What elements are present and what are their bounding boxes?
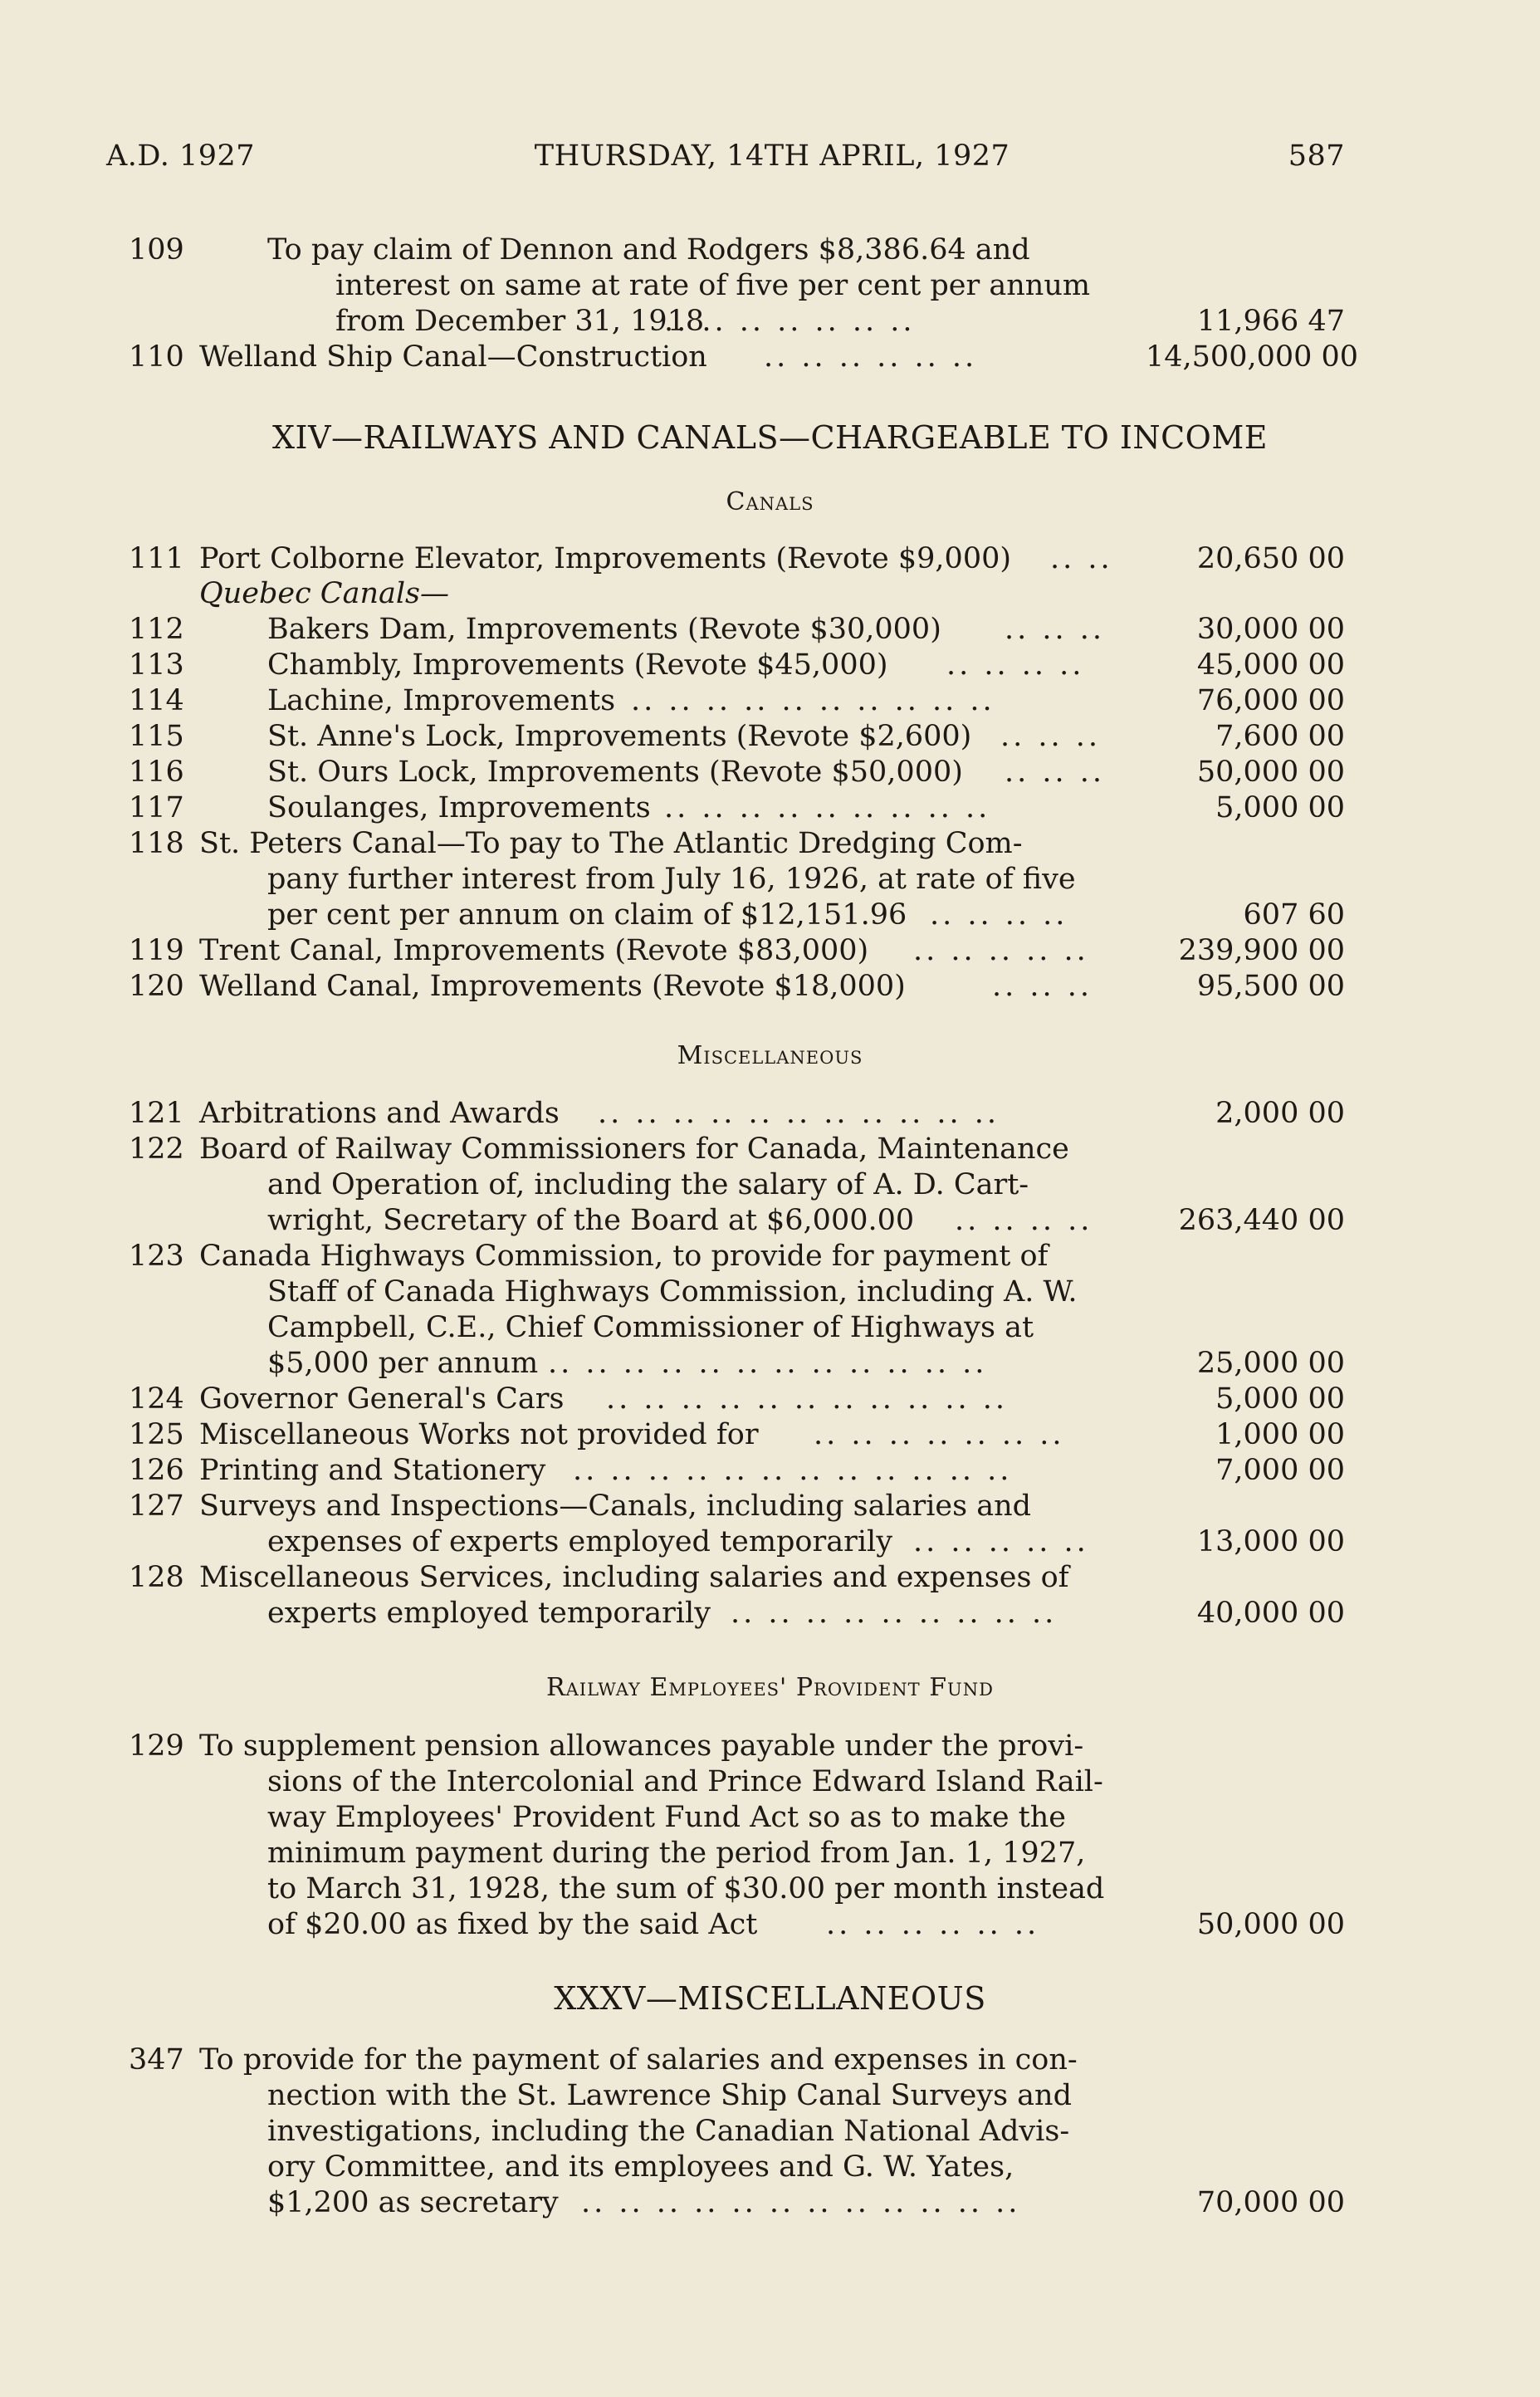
item-number: 119 [129, 934, 184, 967]
item-amount: 11,966 47 [1196, 305, 1345, 338]
item-text: of $20.00 as fixed by the said Act [267, 1908, 758, 1941]
item-number: 128 [129, 1561, 184, 1594]
item-amount: 14,500,000 00 [1146, 340, 1359, 374]
leader-dots: .. .. .. [1000, 720, 1102, 753]
item-number: 111 [129, 542, 184, 575]
item-amount: 5,000 00 [1215, 1382, 1345, 1416]
item-text: Surveys and Inspections—Canals, including salaries and [199, 1490, 1032, 1523]
subsection-heading: Railway Employees' Provident Fund [546, 1673, 994, 1702]
item-text: Chambly, Improvements (Revote $45,000) [267, 648, 888, 682]
leader-dots: .. .. [1050, 542, 1113, 575]
item-text: way Employees' Provident Fund Act so as to make the [267, 1801, 1066, 1834]
item-amount: 30,000 00 [1196, 613, 1345, 646]
item-amount: 45,000 00 [1196, 648, 1345, 682]
item-amount: 2,000 00 [1215, 1097, 1345, 1130]
quebec-canals-label: Quebec Canals— [199, 577, 450, 610]
item-amount: 5,000 00 [1215, 791, 1345, 824]
item-text: Trent Canal, Improvements (Revote $83,000) [199, 934, 869, 967]
item-number: 126 [129, 1454, 184, 1487]
item-number: 115 [129, 720, 184, 753]
item-text: Canada Highways Commission, to provide for payment of [199, 1240, 1049, 1273]
item-text: $1,200 as secretary [267, 2186, 559, 2219]
leader-dots: .. .. .. .. .. .. .. .. .. .. [631, 684, 995, 717]
leader-dots: .. .. .. .. .. .. .. .. .. .. .. .. [548, 1347, 988, 1380]
item-text: ory Committee, and its employees and G. W. Yates, [267, 2150, 1014, 2184]
item-number: 124 [129, 1382, 184, 1416]
item-text: Lachine, Improvements [267, 684, 616, 717]
item-number: 109 [129, 233, 184, 267]
item-text: nection with the St. Lawrence Ship Canal Surveys and [267, 2079, 1072, 2112]
header-year: A.D. 1927 [106, 139, 256, 173]
item-text: Welland Canal, Improvements (Revote $18,000) [199, 970, 906, 1003]
item-amount: 1,000 00 [1215, 1418, 1345, 1451]
page-number: 587 [1288, 139, 1345, 173]
section-heading: XXXV—MISCELLANEOUS [554, 1980, 986, 2017]
leader-dots: .. .. .. .. .. [913, 1525, 1089, 1558]
leader-dots: .. .. .. .. .. .. .. .. .. .. .. .. [581, 2186, 1021, 2219]
item-text: Port Colborne Elevator, Improvements (Revote $9,000) [199, 542, 1012, 575]
item-text: Bakers Dam, Improvements (Revote $30,000) [267, 613, 941, 646]
item-text: and Operation of, including the salary of A. D. Cart- [267, 1168, 1029, 1201]
section-heading: XIV—RAILWAYS AND CANALS—CHARGEABLE TO INCOME [272, 419, 1268, 456]
item-number: 116 [129, 756, 184, 789]
item-number: 125 [129, 1418, 184, 1451]
item-amount: 50,000 00 [1196, 1908, 1345, 1941]
leader-dots: .. .. .. .. .. .. .. .. .. [664, 791, 991, 824]
item-text: Governor General's Cars [199, 1382, 565, 1416]
item-amount: 13,000 00 [1196, 1525, 1345, 1558]
leader-dots: .. .. .. [1005, 613, 1106, 646]
item-text: from December 31, 1918 [335, 305, 705, 338]
item-text: wright, Secretary of the Board at $6,000.00 [267, 1204, 915, 1237]
item-amount: 239,900 00 [1178, 934, 1345, 967]
item-number: 129 [129, 1729, 184, 1763]
leader-dots: .. .. .. .. .. .. [764, 340, 978, 374]
item-text: St. Anne's Lock, Improvements (Revote $2,600) [267, 720, 972, 753]
item-amount: 76,000 00 [1196, 684, 1345, 717]
item-amount: 607 60 [1243, 898, 1345, 932]
item-text: Miscellaneous Services, including salaries and expenses of [199, 1561, 1069, 1594]
item-text: St. Peters Canal—To pay to The Atlantic Dredging Com- [199, 827, 1023, 860]
item-number: 122 [129, 1132, 184, 1166]
item-amount: 50,000 00 [1196, 756, 1345, 789]
item-text: St. Ours Lock, Improvements (Revote $50,000) [267, 756, 963, 789]
item-text: to March 31, 1928, the sum of $30.00 per month instead [267, 1872, 1105, 1905]
leader-dots: .. .. .. .. .. [913, 934, 1089, 967]
leader-dots: .. .. .. .. [955, 1204, 1093, 1237]
item-text: Campbell, C.E., Chief Commissioner of Highways at [267, 1311, 1034, 1344]
item-number: 113 [129, 648, 184, 682]
subsection-heading: Miscellaneous [677, 1041, 863, 1070]
item-number: 110 [129, 340, 184, 374]
item-text: experts employed temporarily [267, 1597, 711, 1630]
item-amount: 95,500 00 [1196, 970, 1345, 1003]
item-amount: 25,000 00 [1196, 1347, 1345, 1380]
item-text: investigations, including the Canadian National Advis- [267, 2115, 1070, 2148]
item-text: Soulanges, Improvements [267, 791, 651, 824]
item-amount: 40,000 00 [1196, 1597, 1345, 1630]
item-text: Arbitrations and Awards [199, 1097, 560, 1130]
item-number: 127 [129, 1490, 184, 1523]
leader-dots: .. .. .. .. .. .. .. .. .. .. .. [606, 1382, 1009, 1416]
item-text: interest on same at rate of five per cent per annum [335, 269, 1091, 302]
leader-dots: .. .. .. [992, 970, 1093, 1003]
item-text: To provide for the payment of salaries and expenses in con- [199, 2043, 1078, 2077]
item-number: 347 [129, 2043, 184, 2077]
item-amount: 7,000 00 [1215, 1454, 1345, 1487]
item-text: Printing and Stationery [199, 1454, 546, 1487]
item-number: 112 [129, 613, 184, 646]
item-text: Board of Railway Commissioners for Canada, Maintenance [199, 1132, 1069, 1166]
leader-dots: .. .. .. .. [930, 898, 1068, 932]
item-amount: 263,440 00 [1178, 1204, 1345, 1237]
header-date: THURSDAY, 14TH APRIL, 1927 [534, 139, 1010, 173]
item-text: expenses of experts employed temporarily [267, 1525, 892, 1558]
item-amount: 20,650 00 [1196, 542, 1345, 575]
item-number: 117 [129, 791, 184, 824]
leader-dots: .. .. .. .. .. .. .. .. .. .. .. .. [573, 1454, 1013, 1487]
item-number: 114 [129, 684, 184, 717]
item-text: pany further interest from July 16, 1926, at rate of five [267, 863, 1076, 896]
item-text: To pay claim of Dennon and Rodgers $8,386.64 and [267, 233, 1030, 267]
item-amount: 70,000 00 [1196, 2186, 1345, 2219]
item-number: 118 [129, 827, 184, 860]
subsection-heading: Canals [726, 487, 814, 516]
leader-dots: .. .. .. .. .. .. .. [814, 1418, 1065, 1451]
leader-dots: .. .. .. [1005, 756, 1106, 789]
leader-dots: .. .. .. .. .. .. .. [664, 305, 916, 338]
item-text: Welland Ship Canal—Construction [199, 340, 707, 374]
item-text: per cent per annum on claim of $12,151.96 [267, 898, 907, 932]
leader-dots: .. .. .. .. .. .. .. .. .. [731, 1597, 1058, 1630]
item-text: sions of the Intercolonial and Prince Edward Island Rail- [267, 1765, 1103, 1798]
leader-dots: .. .. .. .. .. .. [826, 1908, 1040, 1941]
item-number: 123 [129, 1240, 184, 1273]
item-text: To supplement pension allowances payable under the provi- [199, 1729, 1084, 1763]
item-number: 120 [129, 970, 184, 1003]
leader-dots: .. .. .. .. [946, 648, 1085, 682]
item-text: Miscellaneous Works not provided for [199, 1418, 759, 1451]
item-text: Staff of Canada Highways Commission, including A. W. [267, 1275, 1078, 1309]
item-number: 121 [129, 1097, 184, 1130]
item-text: $5,000 per annum [267, 1347, 539, 1380]
item-amount: 7,600 00 [1215, 720, 1345, 753]
item-text: minimum payment during the period from Jan. 1, 1927, [267, 1837, 1086, 1870]
leader-dots: .. .. .. .. .. .. .. .. .. .. .. [598, 1097, 1000, 1130]
